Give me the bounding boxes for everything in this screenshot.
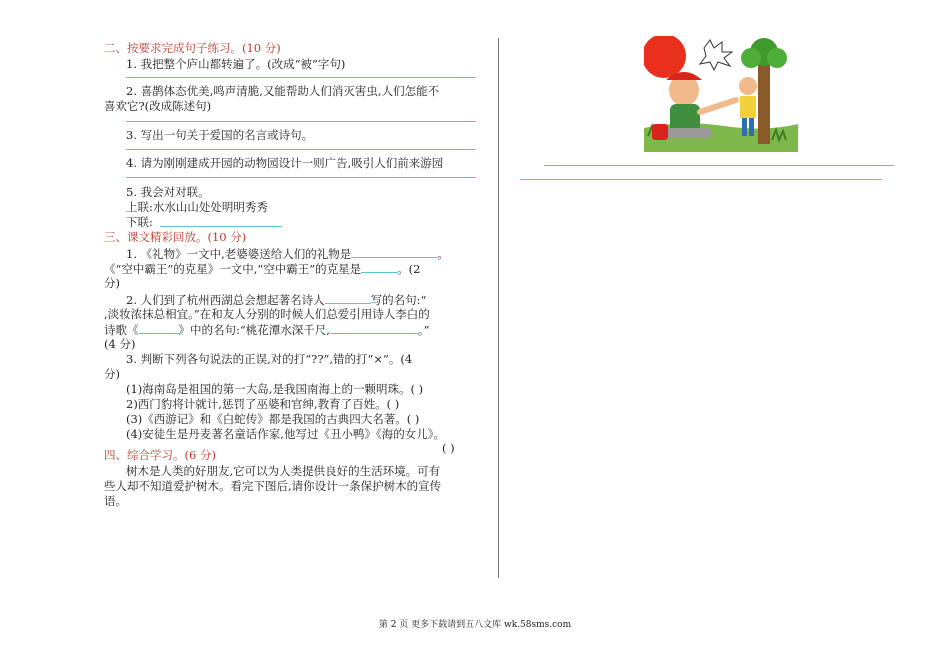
tree-cutting-illustration	[644, 36, 798, 152]
s3-q2-line2: ,淡妆浓抹总相宜。”在和友人分别的时候人们总爱引用诗人李白的	[104, 307, 430, 321]
s3-q2-line3	[104, 321, 430, 338]
blank-poem-title[interactable]	[139, 321, 179, 334]
s3-q1-text-d: 。(2	[397, 262, 421, 276]
s2-question-2-line2: 喜欢它?(改成陈述句)	[104, 99, 212, 113]
judge-item-4: (4)安徒生是丹麦著名童话作家,他写过《丑小鸭》《海的女儿》。	[126, 427, 445, 441]
judge-item-3[interactable]: (3)《西游记》和《白蛇传》都是我国的古典四大名著。( )	[126, 412, 420, 426]
s3-q1-line2	[104, 260, 420, 277]
blank-poem-line[interactable]	[330, 321, 418, 334]
couplet-lower-line[interactable]	[160, 226, 282, 227]
column-divider	[498, 38, 499, 578]
s2-question-3: 3. 写出一句关于爱国的名言或诗句。	[126, 128, 314, 142]
blank-nemesis[interactable]	[361, 260, 397, 273]
couplet-upper: 上联:水水山山处处明明秀秀	[126, 200, 268, 214]
answer-line-1[interactable]	[126, 77, 476, 78]
section-2-header: 二、按要求完成句子练习。(10 分)	[104, 41, 281, 55]
slogan-answer-line-2[interactable]	[520, 179, 882, 180]
answer-line-4[interactable]	[126, 177, 476, 178]
s4-text-line1: 树木是人类的好朋友,它可以为人类提供良好的生活环境。可有	[126, 464, 441, 478]
s3-q2-text-e: 》中的名句:“桃花潭水深千尺,	[178, 323, 330, 337]
slogan-answer-line-1[interactable]	[544, 165, 894, 166]
page-footer: 第 2 页 更多下载请到五八文库 wk.58sms.com	[378, 620, 572, 630]
judge-item-2[interactable]: 2)西门豹将计就计,惩罚了巫婆和官绅,教育了百姓。( )	[126, 397, 400, 411]
s3-q1-line3: 分)	[104, 276, 120, 290]
s3-q2-text-b: 写的名句:“	[370, 293, 427, 307]
blank-gift[interactable]	[351, 245, 437, 258]
s2-question-5: 5. 我会对对联。	[126, 185, 210, 199]
s3-q2-text-a: 2. 人们到了杭州西湖总会想起著名诗人	[126, 293, 325, 307]
section-4-header: 四、综合学习。(6 分)	[104, 448, 216, 462]
s3-q3-line2: 分)	[104, 367, 120, 381]
s3-q2-line4: (4 分)	[104, 337, 136, 351]
section-3-header: 三、课文精彩回放。(10 分)	[104, 230, 247, 244]
s2-question-1: 1. 我把整个庐山都转遍了。(改成“被”字句)	[126, 57, 346, 71]
illustration-svg	[644, 36, 798, 152]
blank-poet[interactable]	[325, 291, 371, 304]
s3-q2-text-f: 。”	[417, 323, 430, 337]
s3-q1-text-a: 1. 《礼物》一文中,老婆婆送给人们的礼物是	[126, 247, 352, 261]
s3-q1-text-b: 。	[437, 247, 449, 261]
s3-q1-text-c: 《“空中霸王”的克星》一文中,“空中霸王”的克星是	[104, 262, 362, 276]
s3-q2-text-d: 诗歌《	[104, 323, 139, 337]
s2-question-4: 4. 请为刚刚建成开园的动物园设计一则广告,吸引人们前来游园	[126, 156, 444, 170]
couplet-lower-label: 下联:	[126, 215, 153, 229]
s4-text-line2: 些人却不知道爱护树木。看完下图后,请你设计一条保护树木的宣传	[104, 479, 442, 493]
s4-text-line3: 语。	[104, 494, 127, 508]
s3-q3-line1: 3. 判断下列各句说法的正误,对的打“??”,错的打“×”。(4	[126, 352, 413, 366]
answer-line-2[interactable]	[126, 121, 476, 122]
answer-line-3[interactable]	[126, 149, 476, 150]
judge-item-4-paren[interactable]: ( )	[442, 441, 455, 455]
s2-question-2-line1: 2. 喜鹊体态优美,鸣声清脆,又能帮助人们消灭害虫,人们怎能不	[126, 84, 440, 98]
judge-item-1[interactable]: (1)海南岛是祖国的第一大岛,是我国南海上的一颗明珠。( )	[126, 382, 424, 396]
